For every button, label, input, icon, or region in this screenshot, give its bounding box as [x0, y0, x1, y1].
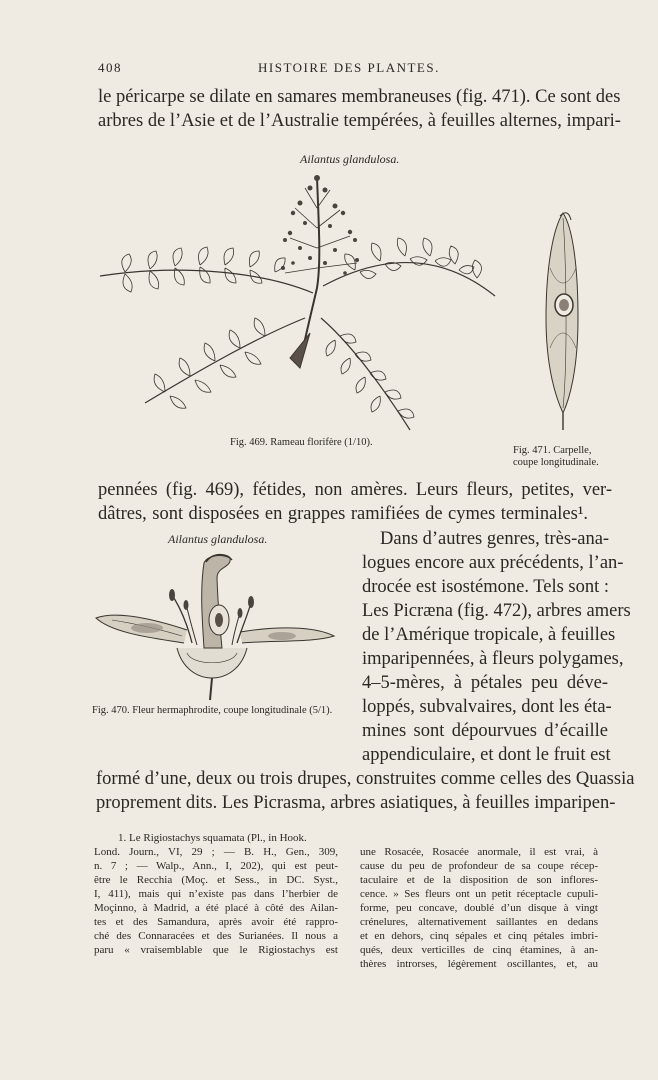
body-line: mines sont dépourvues d’écaille — [362, 721, 608, 741]
figure-caption-469: Fig. 469. Rameau florifère (1/10). — [230, 437, 373, 448]
footnote-line: 1. Le Rigiostachys squamata (Pl., in Hook. — [118, 832, 307, 844]
footnote-line: Lond. Journ., VI, 29 ; — B. H., Gen., 309, — [94, 846, 338, 858]
footnote-line: qués, deux verticilles de cinq étamines, à an- — [360, 944, 598, 956]
body-line: de l’Amérique tropicale, à feuilles — [362, 625, 616, 645]
footnote-line: et en dehors, cinq sépales et cinq pétales imbri- — [360, 930, 598, 942]
footnote-line: thères introrses, légèrement oscillantes, et, au — [360, 958, 598, 970]
body-line: formé d’une, deux ou trois drupes, construites comme celles des Quassia — [96, 769, 635, 789]
running-header — [98, 60, 618, 78]
footnote-line: n. 7 ; — Walp., Ann., I, 202), qui est peut- — [94, 860, 338, 872]
body-line: proprement dits. Les Picrasma, arbres asiatiques, à feuilles imparipen- — [96, 793, 616, 813]
figure-caption-470: Fig. 470. Fleur hermaphrodite, coupe longitudinale (5/1). — [92, 705, 333, 716]
footnote-line: cause du peu de profondeur de sa coupe récep- — [360, 860, 598, 872]
body-line: dâtres, sont disposées en grappes ramifiées de cymes terminales¹. — [98, 504, 588, 524]
body-line: 4–5-mères, à pétales peu déve- — [362, 673, 608, 693]
figure-title: Ailantus glandulosa. — [168, 532, 268, 546]
body-line: arbres de l’Asie et de l’Australie tempérées, à feuilles alternes, impari- — [98, 111, 621, 131]
body-line: Les Picræna (fig. 472), arbres amers — [362, 601, 631, 621]
figure-caption-471: Fig. 471. Carpelle, — [513, 445, 592, 456]
running-title: HISTOIRE DES PLANTES. — [258, 60, 440, 75]
body-line: Dans d’autres genres, très-ana- — [380, 529, 610, 549]
body-line: imparipennées, à fleurs polygames, — [362, 649, 624, 669]
body-line: appendiculaire, et dont le fruit est — [362, 745, 611, 765]
body-line: le péricarpe se dilate en samares membraneuses (fig. 471). Ce sont des — [98, 87, 621, 107]
footnote-line: I, 411), mais qui n’existe pas dans l’herbier de — [94, 888, 338, 900]
footnote-line: crénelures, alternativement saillantes en dedans — [360, 916, 598, 928]
footnote-line: une Rosacée, Rosacée anormale, il est vrai, à — [360, 846, 598, 858]
flower-section-illustration — [92, 548, 337, 703]
figure-caption-471-cont: coupe longitudinale. — [513, 457, 599, 468]
footnote-line: cence. » Ses fleurs ont un petit réceptacle cupuli- — [360, 888, 598, 900]
ailanthus-branch-illustration — [95, 168, 510, 438]
body-line: drocée est isostémone. Tels sont : — [362, 577, 610, 597]
footnote-line: être le Recchia (Moç. et Sess., in DC. Syst., — [94, 874, 338, 886]
footnote-line: taculaire et de la disposition de son inflores- — [360, 874, 598, 886]
footnote-line: ché des Connaracées et des Surianées. Il nous a — [94, 930, 338, 942]
samara-carpel-illustration — [538, 208, 588, 433]
footnote-line: tes et des Samandura, après avoir été rappro- — [94, 916, 338, 928]
figure-title: Ailantus glandulosa. — [300, 152, 400, 166]
body-line: loppés, subvalvaires, dont les éta- — [362, 697, 612, 717]
footnote-line: Moçinno, à Madrid, a été placé à côté des Ailan- — [94, 902, 338, 914]
page-number: 408 — [98, 60, 122, 75]
body-line: logues encore aux précédents, l’an- — [362, 553, 624, 573]
footnote-line: paru « vraisemblable que le Rigiostachys est — [94, 944, 338, 956]
body-line: pennées (fig. 469), fétides, non amères. Leurs fleurs, petites, ver- — [98, 480, 612, 500]
footnote-line: forme, peu concave, doublé d’un disque à vingt — [360, 902, 598, 914]
